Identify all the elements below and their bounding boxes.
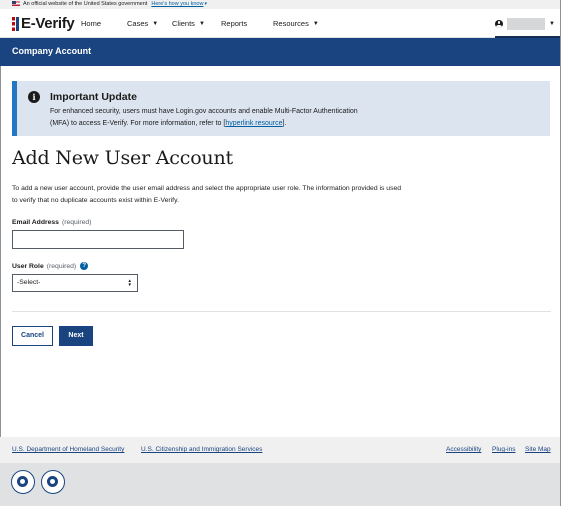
nav-clients-label: Clients (172, 19, 195, 28)
info-icon: i (28, 91, 40, 103)
chevron-down-icon: ▼ (198, 20, 205, 27)
chevron-down-icon: ▾ (204, 1, 207, 7)
page-title: Add New User Account (12, 147, 233, 169)
nav-home-label: Home (81, 19, 102, 28)
dhs-seal-icon[interactable] (11, 470, 35, 494)
us-flag-icon (12, 1, 20, 6)
top-navigation (0, 9, 561, 38)
chevron-down-icon: ▼ (152, 20, 159, 27)
nav-reports[interactable] (221, 19, 247, 28)
nav-resources-label: Resources (273, 19, 309, 28)
form-divider (12, 311, 551, 312)
email-required-text: (required) (61, 219, 92, 226)
alert-body-end: ]. (282, 120, 287, 127)
footer-link-dhs[interactable]: U.S. Department of Homeland Security (12, 446, 125, 453)
hyperlink-resource-link[interactable]: hyperlink resource (225, 120, 283, 127)
chevron-down-icon: ▼ (312, 20, 319, 27)
footer-seals (0, 463, 561, 506)
email-address-input[interactable] (12, 230, 184, 249)
email-label-text: Email Address (12, 219, 59, 226)
next-button[interactable]: Next (59, 326, 93, 346)
user-role-select[interactable] (12, 274, 138, 292)
alert-body-line1: For enhanced security, users must have Login.gov accounts and enable Multi-Factor Authentication (50, 108, 358, 115)
intro-line1: To add a new user account, provide the user email address and select the appropriate user role. The information provided is used (12, 185, 402, 192)
footer-link-uscis[interactable]: U.S. Citizenship and Immigration Services (141, 446, 263, 453)
nav-home[interactable] (81, 19, 101, 28)
important-update-alert (12, 81, 550, 136)
nav-clients[interactable] (172, 19, 205, 28)
nav-reports-label: Reports (221, 19, 248, 28)
user-name-redacted (507, 18, 545, 30)
account-circle-icon (495, 20, 503, 28)
intro-text (12, 183, 542, 206)
alert-body (50, 106, 550, 130)
footer-link-accessibility[interactable]: Accessibility (446, 446, 482, 453)
company-account-bar (0, 38, 561, 66)
gov-banner-text: An official website of the United States government (23, 1, 148, 7)
alert-body-line2: (MFA) to access E-Verify. For more information, refer to [ (50, 120, 226, 127)
role-required-text: (required) (46, 262, 77, 270)
user-menu[interactable] (495, 17, 555, 31)
company-account-title: Company Account (12, 46, 92, 56)
gov-banner (0, 0, 561, 9)
footer-links (0, 437, 561, 463)
nav-resources[interactable] (273, 19, 319, 28)
role-label-text: User Role (12, 262, 44, 270)
email-address-label (12, 219, 91, 226)
logo-bar-icon (16, 17, 19, 31)
alert-title: Important Update (50, 91, 137, 103)
nav-cases[interactable] (127, 19, 158, 28)
select-arrows-icon: ▲ ▼ (127, 278, 132, 287)
heres-how-you-know-link[interactable]: Here's how you know (151, 1, 204, 7)
cancel-button[interactable]: Cancel (12, 326, 53, 346)
nav-cases-label: Cases (127, 19, 149, 28)
footer-link-site-map[interactable]: Site Map (525, 446, 551, 453)
chevron-down-icon: ▼ (549, 21, 555, 27)
uscis-seal-icon[interactable] (41, 470, 65, 494)
e-verify-logo[interactable] (12, 15, 74, 32)
help-question-icon[interactable]: ? (80, 262, 88, 270)
intro-line2: to verify that no duplicate accounts exist within E-Verify. (12, 196, 179, 204)
footer-link-plug-ins[interactable]: Plug-ins (492, 446, 516, 453)
user-role-label (12, 262, 88, 270)
user-role-selected: -Select- (17, 279, 41, 286)
logo-text: E-Verify (21, 15, 75, 32)
logo-stripes-icon (12, 17, 15, 31)
window-edge-left (0, 0, 1, 506)
